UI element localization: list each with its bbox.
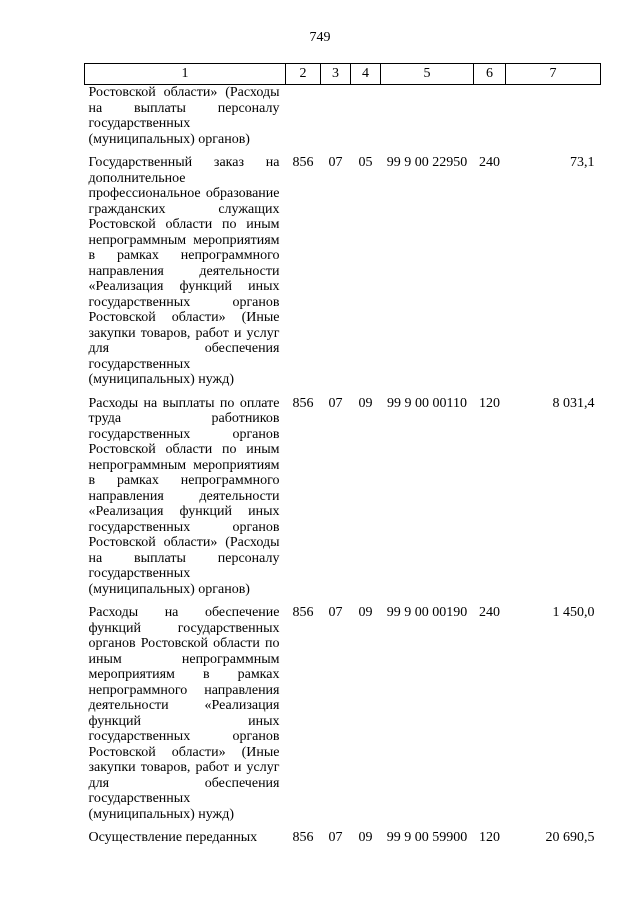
table-header-row: [85, 64, 601, 85]
row-description: Осуществление переданных: [88, 830, 258, 845]
row-ministry: 856: [292, 395, 314, 411]
row-target: 99 9 00 00110: [387, 395, 467, 411]
table-row: [85, 85, 601, 156]
row-expense-type: [474, 85, 506, 156]
table-row: [85, 605, 601, 830]
row-expense-type: 120: [479, 830, 500, 845]
row-section: 07: [328, 605, 343, 620]
row-amount: 73,1: [570, 155, 595, 170]
row-target: 99 9 00 22950: [386, 155, 468, 170]
row-section: 07: [328, 395, 343, 411]
row-amount: 1 450,0: [552, 605, 595, 620]
row-ministry: 856: [292, 830, 314, 845]
row-amount: 8 031,4: [552, 395, 595, 411]
page-number: 749: [309, 30, 331, 45]
row-ministry: 856: [292, 605, 314, 620]
row-description: Расходы на выплаты по оплате труда работников государственных органов Ростовской области по иным непрограммным мероприятиям в рамках непрограммного направления деятельности «Реализация функций иных государственных органов Ростовской области» (Расходы на выплаты персоналу государственных (муниципальных) органов): [88, 395, 280, 597]
row-amount: [506, 85, 601, 156]
row-ministry: [286, 85, 321, 156]
row-section: 07: [328, 155, 343, 170]
table-row: [85, 155, 601, 396]
header-col-2: 2: [286, 64, 321, 85]
row-subsection: [351, 85, 381, 156]
table-row: [85, 830, 601, 854]
row-expense-type: 240: [479, 155, 500, 170]
header-col-7: 7: [506, 64, 601, 85]
header-col-6: 6: [474, 64, 506, 85]
row-subsection: 09: [358, 605, 373, 620]
header-col-5: 5: [381, 64, 474, 85]
header-col-1: 1: [85, 64, 286, 85]
row-subsection: 05: [358, 155, 373, 170]
row-target: 99 9 00 00190: [386, 605, 468, 620]
row-target: [381, 85, 474, 156]
row-ministry: 856: [292, 155, 314, 170]
row-subsection: 09: [358, 395, 373, 411]
row-description: Ростовской области» (Расходы на выплаты персоналу государственных (муниципальных) органов): [88, 85, 280, 147]
row-section: 07: [328, 830, 343, 845]
header-col-3: 3: [321, 64, 351, 85]
row-description: Государственный заказ на дополнительное профессиональное образование гражданских служащих Ростовской области по иным непрограммным мероприятиям в рамках непрограммного направления деятельности «Реализация функций иных государственных органов Ростовской области» (Иные закупки товаров, работ и услуг для обеспечения государственных (муниципальных) нужд): [88, 155, 280, 387]
row-expense-type: 240: [479, 605, 500, 620]
row-amount: 20 690,5: [545, 830, 595, 845]
row-subsection: 09: [358, 830, 373, 845]
row-expense-type: 120: [479, 395, 500, 411]
row-target: 99 9 00 59900: [386, 830, 468, 845]
header-col-4: 4: [351, 64, 381, 85]
row-section: [321, 85, 351, 156]
budget-table: [84, 63, 601, 854]
row-description: Расходы на обеспечение функций государственных органов Ростовской области по иным непрограммным мероприятиям в рамках непрограммного направления деятельности «Реализация функций иных государственных органов Ростовской области» (Иные закупки товаров, работ и услуг для обеспечения государственных (муниципальных) нужд): [88, 605, 280, 822]
table-row: [85, 396, 601, 606]
